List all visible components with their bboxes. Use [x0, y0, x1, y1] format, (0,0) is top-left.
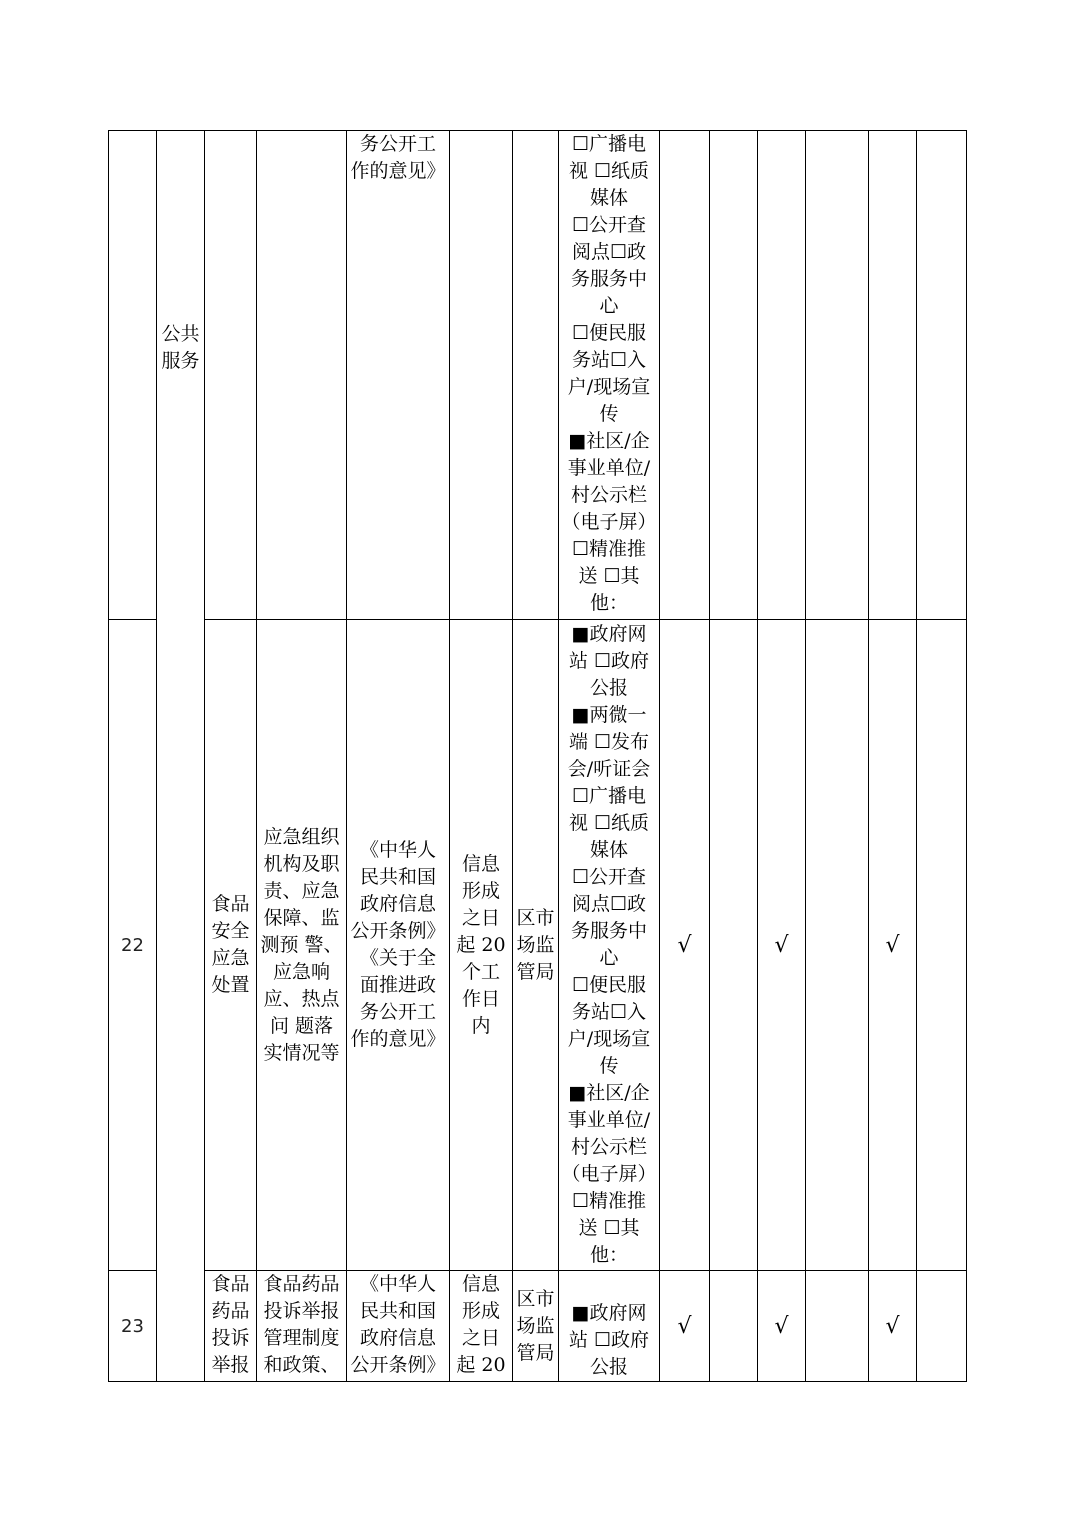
text-line: 实情况等 [263, 1041, 340, 1064]
cell-basis [347, 620, 450, 1271]
text-line: ☐公开查 [571, 214, 647, 236]
check-mark: √ [758, 620, 806, 1271]
text-line: 和政策、 [263, 1354, 340, 1376]
text-line: 端 ☐发布 [568, 731, 650, 753]
text-line: 应急 [211, 947, 250, 969]
cell-content [257, 1271, 347, 1382]
text-line: 测预 警、 [260, 933, 343, 956]
cell-category [157, 131, 205, 1382]
cell-time [450, 620, 513, 1271]
text-line: 户/现场宣 [567, 1028, 651, 1050]
text-line: 作的意见》 [350, 1028, 446, 1050]
text-line: 视 ☐纸质 [568, 812, 650, 834]
text-line: 投诉 [211, 1327, 250, 1349]
text-line: ■社区/企 [568, 1082, 650, 1104]
cell-channels [559, 620, 660, 1271]
text-line: ☐便民服 [571, 322, 647, 344]
text-line: 作的意见》 [350, 160, 446, 182]
text-line: 应急组织 [263, 825, 340, 848]
text-line: 应、热点 [263, 987, 340, 1010]
cell-agency [513, 131, 559, 620]
text-line: 务公开工 [359, 133, 436, 155]
text-line: 传 [599, 403, 619, 425]
text-line: 他： [589, 1244, 628, 1266]
text-line: 务服务中 [570, 268, 647, 290]
text-line: 事业单位/ [567, 1109, 651, 1131]
text-line: 会/听证会 [567, 758, 651, 780]
check-mark: √ [869, 620, 917, 1271]
text-line: 公共 [161, 323, 200, 345]
text-line: 之日 [461, 906, 500, 929]
cell-content [257, 620, 347, 1271]
text-line: 《中华人 [359, 1273, 436, 1295]
text-line: （电子屏） [561, 511, 657, 533]
text-line: 信息 [461, 852, 500, 875]
text-line: 管局 [516, 960, 555, 983]
text-line: 形成 [461, 879, 500, 902]
text-line: ■社区/企 [568, 430, 650, 452]
text-line: 传 [599, 1055, 619, 1077]
text-line: 保障、监 [263, 906, 340, 929]
text-line: 安全 [211, 920, 250, 942]
text-line: 责、应急 [263, 879, 340, 902]
text-line: 务站☐入 [571, 1001, 647, 1023]
cell-item [205, 131, 257, 620]
text-line: 村公示栏 [570, 1136, 647, 1158]
text-line: 面推进政 [359, 974, 436, 996]
check-mark [806, 620, 869, 1271]
cell-check [917, 131, 967, 620]
cell-agency [513, 620, 559, 1271]
cell-basis [347, 131, 450, 620]
cell-check [806, 131, 869, 620]
cell-agency [513, 1271, 559, 1382]
text-line: 阅点☐政 [571, 893, 647, 915]
text-line: 信息 [461, 1273, 500, 1295]
text-line: 管理制度 [263, 1327, 340, 1349]
cell-content [257, 131, 347, 620]
text-line: 作日 [461, 987, 500, 1010]
text-line: ☐精准推 [571, 538, 647, 560]
text-line: 公开条例》 [350, 1354, 446, 1376]
text-line: ☐便民服 [571, 974, 647, 996]
text-line: 个工 [461, 960, 500, 983]
text-line: 务服务中 [570, 920, 647, 942]
text-line: 服务 [161, 350, 200, 372]
cell-basis [347, 1271, 450, 1382]
check-mark [710, 620, 758, 1271]
text-line: 送 ☐其 [578, 1217, 640, 1239]
cell-check [869, 131, 917, 620]
cell-check [710, 131, 758, 620]
text-line: 务站☐入 [571, 349, 647, 371]
row-number: 22 [109, 620, 157, 1271]
cell-number [109, 131, 157, 620]
text-line: 区市 [516, 906, 555, 929]
text-line: ■两微一 [571, 704, 647, 726]
text-line: 政府信息 [359, 1327, 436, 1349]
text-line: 村公示栏 [570, 484, 647, 506]
text-line: 起 20 [456, 1354, 506, 1376]
cell-item [205, 1271, 257, 1382]
text-line: 他： [589, 592, 628, 614]
text-line: ☐公开查 [571, 866, 647, 888]
table-row-23 [109, 1271, 967, 1382]
text-line: ☐广播电 [571, 133, 647, 155]
text-line: 问 题落 [269, 1014, 334, 1037]
text-line: 食品 [211, 1273, 250, 1295]
text-line: 药品 [211, 1300, 250, 1322]
text-line: 站 ☐政府 [568, 1329, 650, 1351]
cell-channels [559, 1271, 660, 1382]
text-line: 民共和国 [359, 866, 436, 888]
check-mark [917, 620, 967, 1271]
text-line: 公开条例》 [350, 920, 446, 942]
text-line: 媒体 [589, 839, 628, 861]
text-line: ☐精准推 [571, 1190, 647, 1212]
text-line: 区市 [516, 1287, 555, 1310]
cell-item [205, 620, 257, 1271]
text-line: 《关于全 [359, 947, 436, 969]
cell-time [450, 1271, 513, 1382]
text-line: 场监 [516, 1314, 555, 1337]
text-line: （电子屏） [561, 1163, 657, 1185]
text-line: 投诉举报 [263, 1300, 340, 1322]
text-line: 站 ☐政府 [568, 650, 650, 672]
disclosure-table [108, 130, 967, 1382]
text-line: 形成 [461, 1300, 500, 1322]
table-row-22 [109, 620, 967, 1271]
check-mark [806, 1271, 869, 1382]
text-line: 管局 [516, 1341, 555, 1364]
check-mark [710, 1271, 758, 1382]
text-line: 事业单位/ [567, 457, 651, 479]
cell-check [660, 131, 710, 620]
text-line: 民共和国 [359, 1300, 436, 1322]
text-line: 机构及职 [263, 852, 340, 875]
text-line: 阅点☐政 [571, 241, 647, 263]
text-line: 户/现场宣 [567, 376, 651, 398]
cell-time [450, 131, 513, 620]
text-line: 心 [599, 947, 619, 969]
check-mark: √ [660, 620, 710, 1271]
check-mark: √ [869, 1271, 917, 1382]
text-line: 之日 [461, 1327, 500, 1349]
cell-channels [559, 131, 660, 620]
text-line: 应急响 [272, 960, 330, 983]
text-line: 场监 [516, 933, 555, 956]
text-line: 《中华人 [359, 839, 436, 861]
text-line: 处置 [211, 974, 250, 996]
row-number: 23 [109, 1271, 157, 1382]
text-line: ☐广播电 [571, 785, 647, 807]
text-line: 公报 [589, 677, 628, 699]
text-line: 食品药品 [263, 1273, 340, 1295]
text-line: 公报 [589, 1356, 628, 1378]
text-line: 内 [471, 1014, 491, 1037]
check-mark [917, 1271, 967, 1382]
table-row-continued [109, 131, 967, 620]
text-line: 媒体 [589, 187, 628, 209]
text-line: 起 20 [456, 933, 506, 956]
text-line: 务公开工 [359, 1001, 436, 1023]
text-line: 视 ☐纸质 [568, 160, 650, 182]
text-line: 送 ☐其 [578, 565, 640, 587]
text-line: 举报 [211, 1354, 250, 1376]
check-mark: √ [758, 1271, 806, 1382]
text-line: ■政府网 [571, 623, 647, 645]
text-line: 心 [599, 295, 619, 317]
text-line: ■政府网 [571, 1302, 647, 1324]
text-line: 食品 [211, 893, 250, 915]
check-mark: √ [660, 1271, 710, 1382]
text-line: 政府信息 [359, 893, 436, 915]
cell-check [758, 131, 806, 620]
